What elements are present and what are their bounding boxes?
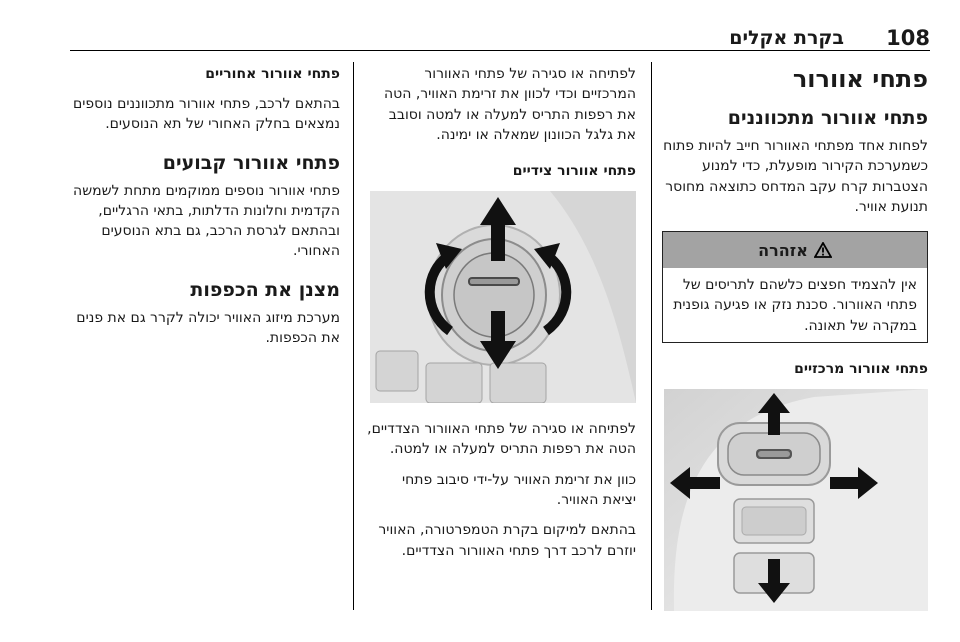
warning-triangle-icon xyxy=(814,242,832,258)
glovebox-cooling-heading: מצנן את הכפפות xyxy=(190,278,340,301)
center-vent-figure xyxy=(664,389,928,611)
airflow-direction-text: כוון את זרימת האוויר על-ידי סיבוב פתחי יציאת האוויר. xyxy=(402,471,636,509)
fixed-vents-text: פתחי אוורור נוספים ממוקמים מתחת לשמשה הקדמית וחלונות הדלתות, בתאי הרגליים, ובהתאם לגרסת הרכב, גם בתא הנוסעים האחורי. xyxy=(73,182,340,260)
column-divider-left xyxy=(353,62,354,610)
center-vents-text: לפתיחה או סגירה של פתחי האוורור המרכזיים וכדי לכוון את זרימת האוויר, הטה את רפפות התריס למעלה או למטה וסובב את גלגל הכוונון שמאלה או ימינה. xyxy=(384,66,636,143)
warning-header xyxy=(663,232,927,268)
middle-column xyxy=(366,64,636,571)
adjustable-vents-heading: פתחי אוורור מתכווננים xyxy=(727,107,928,129)
header-rule xyxy=(70,50,930,51)
warning-box xyxy=(662,231,928,343)
warning-text: אין להצמיד חפצים כלשהם לתריסים של פתחי האוורור. סכנת נזק או פגיעה גופנית במקרה של תאונה. xyxy=(673,277,917,334)
chapter-title: בקרת אקלים xyxy=(729,27,844,49)
side-vents-text: לפתיחה או סגירה של פתחי האוורור הצדדיים, הטה את רפפות התריס למעלה או למטה. xyxy=(367,421,636,458)
left-column xyxy=(70,64,340,358)
fixed-vents-heading: פתחי אוורור קבועים xyxy=(162,151,340,174)
temperature-text: בהתאם למיקום בקרת הטמפרטורה, האוויר יוזרם לרכב דרך פתחי האוורור הצדדיים. xyxy=(378,522,636,559)
rear-vents-heading: פתחי אוורור אחוריים xyxy=(205,66,340,82)
center-vents-heading: פתחי אוורור מרכזיים xyxy=(794,361,928,378)
adjustable-vents-text: לפחות אחד מפתחי האוורור חייב להיות פתוח כשמערכת הקירור מופעלת, כדי למנוע הצטברות קרח עקב המדחס כתוצאה מחוסר תנועת אוויר. xyxy=(663,138,928,215)
page-header xyxy=(70,26,930,52)
rear-vents-text: בהתאם לרכב, פתחי אוורור מתכווננים נוספים נמצאים בחלק האחורי של תא הנוסעים. xyxy=(72,96,340,133)
side-vents-heading: פתחי אוורור צידיים xyxy=(512,163,636,180)
warning-title: אזהרה xyxy=(758,240,808,260)
section-title: פתחי אוורור xyxy=(792,65,928,93)
glovebox-cooling-text: מערכת מיזוג האוויר יכולה לקרר גם את פנים את הכפפות. xyxy=(76,309,340,347)
page-number: 108 xyxy=(886,26,930,50)
right-column xyxy=(662,64,928,611)
side-vent-figure xyxy=(370,191,636,403)
column-divider-right xyxy=(651,62,652,610)
